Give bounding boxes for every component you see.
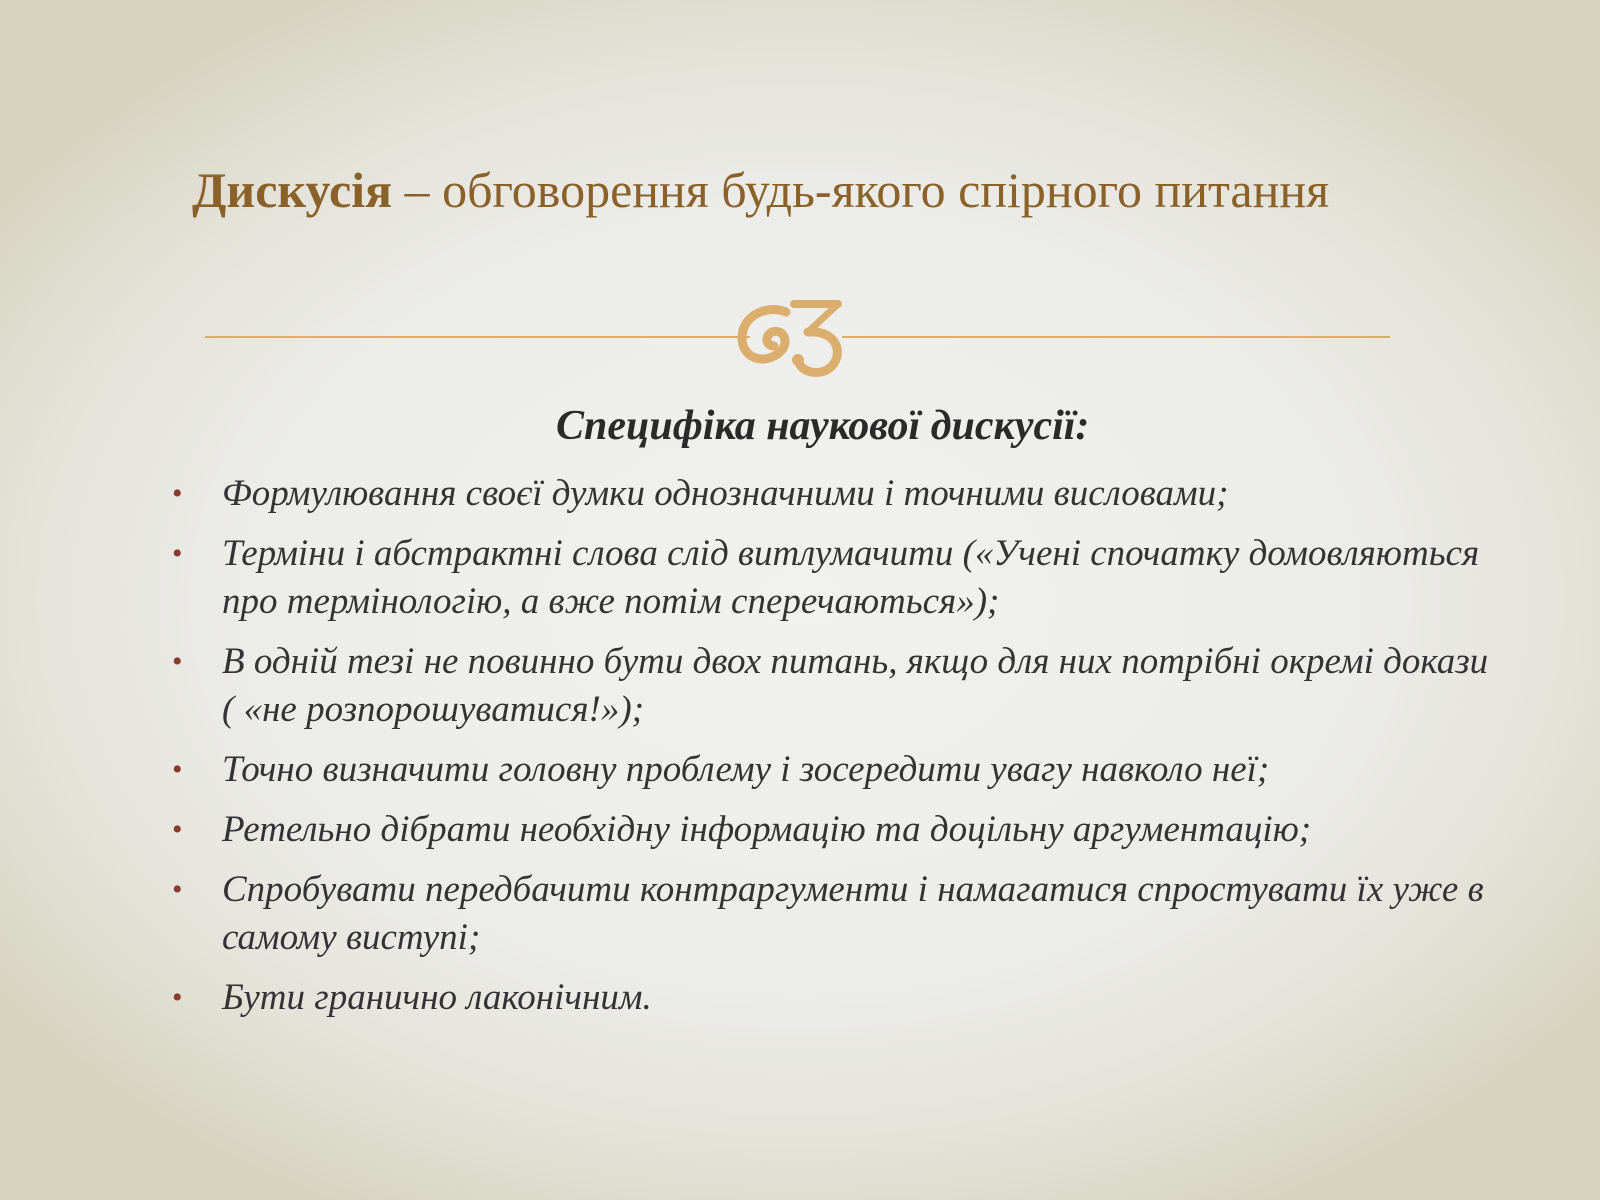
slide-title	[192, 160, 1452, 220]
bullet: •	[172, 981, 183, 1014]
list-item-text: Формулювання своєї думки однозначними і точними висловами;	[222, 473, 1229, 514]
list-item	[172, 746, 1492, 794]
list-item-text: Ретельно дібрати необхідну інформацію та доцільну аргументацію;	[222, 809, 1312, 850]
bullet: •	[172, 537, 183, 570]
divider-line-left	[205, 336, 750, 338]
list-item	[172, 806, 1492, 854]
list-item-text: В одній тезі не повинно бути двох питань, якщо для них потрібні окремі докази ( «не розпорошуватися!»);	[222, 641, 1489, 730]
bullet: •	[172, 645, 183, 678]
list-item-text: Бути гранично лаконічним.	[222, 977, 652, 1018]
list-item	[172, 866, 1492, 962]
title-definition: – обговорення будь-якого спірного питання	[392, 162, 1330, 218]
list-item	[172, 470, 1492, 518]
bullet: •	[172, 813, 183, 846]
bullet: •	[172, 753, 183, 786]
list-item-text: Точно визначити головну проблему і зосередити увагу навколо неї;	[222, 749, 1270, 790]
list-item	[172, 638, 1492, 734]
list-item-text: Спробувати передбачити контраргументи і намагатися спростувати їх уже в самому виступі;	[222, 869, 1484, 958]
swirl-ornament-icon	[736, 286, 856, 386]
subtitle: Специфіка наукової дискусії:	[556, 403, 1090, 449]
bullet: •	[172, 873, 183, 906]
list-item	[172, 530, 1492, 626]
title-term: Дискусія	[192, 162, 393, 218]
features-list	[172, 470, 1492, 1034]
list-item-text: Терміни і абстрактні слова слід витлумачити («Учені спочатку домовляються про термінологію, а вже потім сперечаються»);	[222, 533, 1480, 622]
divider-line-right	[842, 336, 1390, 338]
bullet: •	[172, 477, 183, 510]
list-item	[172, 974, 1492, 1022]
